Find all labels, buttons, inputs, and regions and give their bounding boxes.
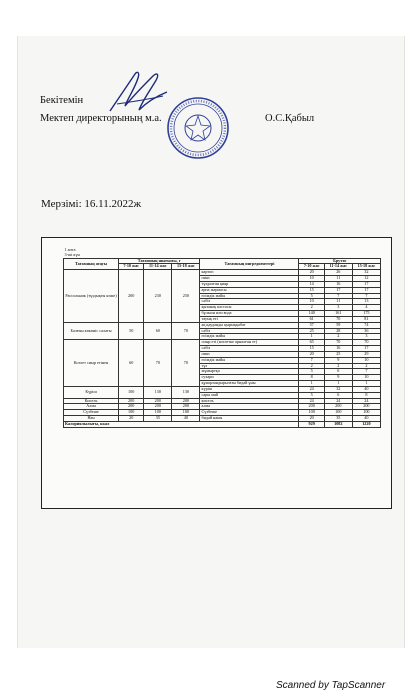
ingredient-brutto: 26 <box>324 270 352 276</box>
ingredient-brutto: 36 <box>352 328 380 334</box>
dish-portion: 230 <box>144 270 172 322</box>
day-label: 3-ші күн <box>64 251 80 257</box>
dish-portion: 100 <box>119 386 144 398</box>
ingredient-brutto: 10 <box>299 299 324 305</box>
ingredient-brutto: 20 <box>299 351 324 357</box>
ingredient-brutto: 24 <box>352 398 380 404</box>
ingredient-brutto: 2 <box>299 363 324 369</box>
ingredient-brutto: 200 <box>299 404 324 410</box>
col-portion-age-1: 7-10 жас <box>119 264 144 270</box>
ingredient-brutto: 17 <box>352 281 380 287</box>
scanner-watermark: Scanned by TapScanner <box>276 680 386 691</box>
ingredient-brutto: 20 <box>299 416 324 422</box>
total-value-2: 1082 <box>324 421 352 427</box>
dish-portion: 200 <box>172 404 200 410</box>
ingredient-brutto: 24 <box>299 398 324 404</box>
ingredient-brutto: 4 <box>352 305 380 311</box>
col-ingredients: Тағамның ингредиенттері <box>200 258 299 270</box>
ingredient-brutto: 14 <box>299 281 324 287</box>
ingredient-name: тұздалған қияр <box>200 281 299 287</box>
ingredient-brutto: 13 <box>352 299 380 305</box>
ingredient-brutto: 24 <box>299 386 324 392</box>
ingredient-name: алма <box>200 404 299 410</box>
ingredient-name: өсімдік майы <box>200 357 299 363</box>
ingredient-brutto: 10 <box>352 357 380 363</box>
ingredient-brutto: 25 <box>324 351 352 357</box>
dish-portion: 70 <box>172 340 200 387</box>
ingredient-brutto: 81 <box>352 316 380 322</box>
ingredient-brutto: 7 <box>352 293 380 299</box>
ingredient-brutto: 11 <box>324 276 352 282</box>
col-brutto: Брутто <box>299 258 381 264</box>
ingredient-brutto: 25 <box>299 328 324 334</box>
ingredient-name: сухари <box>200 375 299 381</box>
dish-portion: 200 <box>172 398 200 404</box>
dish-portion: 130 <box>144 386 172 398</box>
ingredient-brutto: 9 <box>324 357 352 363</box>
col-portion-age-2: 11-14 жас <box>144 264 172 270</box>
dish-portion: 50 <box>119 322 144 339</box>
ingredient-brutto: 7 <box>299 357 324 363</box>
ingredient-name: сәбіз <box>200 299 299 305</box>
ingredient-name: сәбіз <box>200 328 299 334</box>
ingredient-name: Сүзбеше <box>200 410 299 416</box>
ingredient-name: кисель <box>200 398 299 404</box>
official-seal <box>166 96 230 160</box>
ingredient-brutto: 6 <box>324 369 352 375</box>
ingredient-brutto: 16 <box>324 281 352 287</box>
dish-portion: 20 <box>119 416 144 422</box>
ingredient-name: бидай наны <box>200 416 299 422</box>
total-row <box>64 421 381 427</box>
top-margin <box>0 0 420 36</box>
ingredient-brutto: 70 <box>324 316 352 322</box>
total-value-3: 1220 <box>352 421 380 427</box>
ingredient-brutto: 7 <box>324 293 352 299</box>
ingredient-brutto: 8 <box>352 392 380 398</box>
ingredient-brutto: 8 <box>299 375 324 381</box>
dish-name: Балғын көкөніс салаты <box>64 322 119 339</box>
ingredient-brutto: 61 <box>299 316 324 322</box>
ingredient-brutto: 1 <box>352 381 380 387</box>
ingredient-brutto: 5 <box>299 369 324 375</box>
ingredient-brutto: 65 <box>299 340 324 346</box>
ingredient-brutto: 70 <box>352 340 380 346</box>
ingredient-name: өсімдік майы <box>200 334 299 340</box>
ingredient-brutto: 1 <box>299 381 324 387</box>
dish-portion: 100 <box>144 410 172 416</box>
ingredient-name: ақ қауданды қырыққабат <box>200 322 299 328</box>
ingredient-brutto: 140 <box>299 311 324 317</box>
ingredient-brutto: 17 <box>352 346 380 352</box>
ingredient-brutto: 2 <box>324 363 352 369</box>
ingredient-brutto: 100 <box>299 410 324 416</box>
ingredient-brutto: 32 <box>352 270 380 276</box>
ingredient-name: картоп <box>200 270 299 276</box>
ingredient-brutto: 59 <box>324 322 352 328</box>
dish-portion: 200 <box>144 404 172 410</box>
ingredient-name: пияз <box>200 351 299 357</box>
dish-portion: 60 <box>119 340 144 387</box>
ingredient-brutto: 40 <box>352 416 380 422</box>
ingredient-brutto: 2 <box>352 363 380 369</box>
col-dish-name: Тағамның атауы <box>64 258 119 270</box>
col-brutto-age-1: 7-10 жас <box>299 264 324 270</box>
ingredient-brutto: 100 <box>352 410 380 416</box>
ingredient-brutto: 40 <box>352 386 380 392</box>
ingredient-brutto: 29 <box>352 351 380 357</box>
menu-date: Мерзімі: 16.11.2022ж <box>41 198 142 210</box>
ingredient-brutto: 5 <box>299 293 324 299</box>
ingredient-brutto: 15 <box>299 287 324 293</box>
menu-table-body <box>64 270 381 422</box>
dish-name: Котлет сиыр етінен <box>64 340 119 387</box>
col-portion: Тағамның шығымы, г <box>119 258 200 264</box>
ingredient-name: сәбіз <box>200 346 299 352</box>
ingredient-name: өсімдік майы <box>200 293 299 299</box>
col-brutto-age-2: 11-14 жас <box>324 264 352 270</box>
dish-portion: 100 <box>172 410 200 416</box>
approval-label: Бекітемін <box>40 95 84 106</box>
ingredient-brutto: 1 <box>299 334 324 340</box>
ingredient-brutto: 32 <box>324 386 352 392</box>
ingredient-brutto: 11 <box>324 299 352 305</box>
ingredient-name: жұмыртқа <box>200 369 299 375</box>
ingredient-brutto: 12 <box>352 276 380 282</box>
dish-name: Күріш <box>64 386 119 398</box>
dish-portion: 70 <box>172 322 200 339</box>
ingredient-name: тұз <box>200 363 299 369</box>
ingredient-name: тауық еті <box>200 316 299 322</box>
dish-portion: 250 <box>172 270 200 322</box>
ingredient-brutto: 1 <box>324 381 352 387</box>
dish-portion: 40 <box>172 416 200 422</box>
ingredient-brutto: 5 <box>299 392 324 398</box>
menu-table-frame <box>41 237 392 509</box>
ingredient-brutto: 3 <box>324 305 352 311</box>
ingredient-name: арпа жармасы <box>200 287 299 293</box>
ingredient-brutto: 10 <box>352 375 380 381</box>
ingredient-brutto: 7 <box>352 369 380 375</box>
dish-name: Кисель <box>64 398 119 404</box>
dish-portion: 200 <box>119 398 144 404</box>
ingredient-brutto: 2 <box>299 305 324 311</box>
ingredient-brutto: 35 <box>324 416 352 422</box>
dish-portion: 200 <box>144 398 172 404</box>
dish-name: Сүзбеше <box>64 410 119 416</box>
approval-position: Мектеп директорының м.а. <box>40 113 162 124</box>
ingredient-name: бұлыон или вода <box>200 311 299 317</box>
ingredient-brutto: 6 <box>324 392 352 398</box>
total-value-1: 929 <box>299 421 324 427</box>
ingredient-brutto: 16 <box>324 346 352 352</box>
ingredient-brutto: 100 <box>324 410 352 416</box>
ingredient-brutto: 175 <box>352 311 380 317</box>
menu-table <box>63 248 381 428</box>
dish-portion: 60 <box>144 322 172 339</box>
dish-portion: 35 <box>144 416 172 422</box>
ingredient-brutto: 70 <box>324 340 352 346</box>
ingredient-brutto: 200 <box>352 404 380 410</box>
ingredient-name: пияз <box>200 276 299 282</box>
ingredient-brutto: 15 <box>299 346 324 352</box>
ingredient-brutto: 3 <box>352 334 380 340</box>
ingredient-brutto: 57 <box>299 322 324 328</box>
ingredient-name: күріш <box>200 386 299 392</box>
dish-portion: 70 <box>144 340 172 387</box>
ingredient-brutto: 2 <box>324 334 352 340</box>
ingredient-brutto: 9 <box>324 375 352 381</box>
dish-portion: 200 <box>119 404 144 410</box>
dish-portion: 200 <box>119 270 144 322</box>
dish-portion: 100 <box>119 410 144 416</box>
ingredient-brutto: 24 <box>324 398 352 404</box>
col-portion-age-3: 15-18 жас <box>172 264 200 270</box>
ingredient-brutto: 200 <box>324 404 352 410</box>
dish-name: Алма <box>64 404 119 410</box>
col-brutto-age-3: 15-18 жас <box>352 264 380 270</box>
ingredient-name: сары май <box>200 392 299 398</box>
ingredient-brutto: 161 <box>324 311 352 317</box>
dish-portion: 130 <box>172 386 200 398</box>
ingredient-brutto: 17 <box>352 287 380 293</box>
ingredient-name: құнарландырылған бидай ұны <box>200 381 299 387</box>
dish-name: Нан <box>64 416 119 422</box>
week-label: 1 апта <box>64 247 76 252</box>
signature-image <box>105 66 175 121</box>
ingredient-brutto: 20 <box>299 270 324 276</box>
ingredient-brutto: 74 <box>352 322 380 328</box>
total-label: Калориялылығы, ккал <box>64 421 299 427</box>
ingredient-brutto: 17 <box>324 287 352 293</box>
ingredient-brutto: 10 <box>299 276 324 282</box>
director-name: О.С.Қабыл <box>265 113 315 124</box>
dish-name: Рассольник (тұздықты көже) <box>64 270 119 322</box>
ingredient-brutto: 28 <box>324 328 352 334</box>
ingredient-name: қызанақ пастасы <box>200 305 299 311</box>
ingredient-name: сиыр еті (котлетке арналған ет) <box>200 340 299 346</box>
